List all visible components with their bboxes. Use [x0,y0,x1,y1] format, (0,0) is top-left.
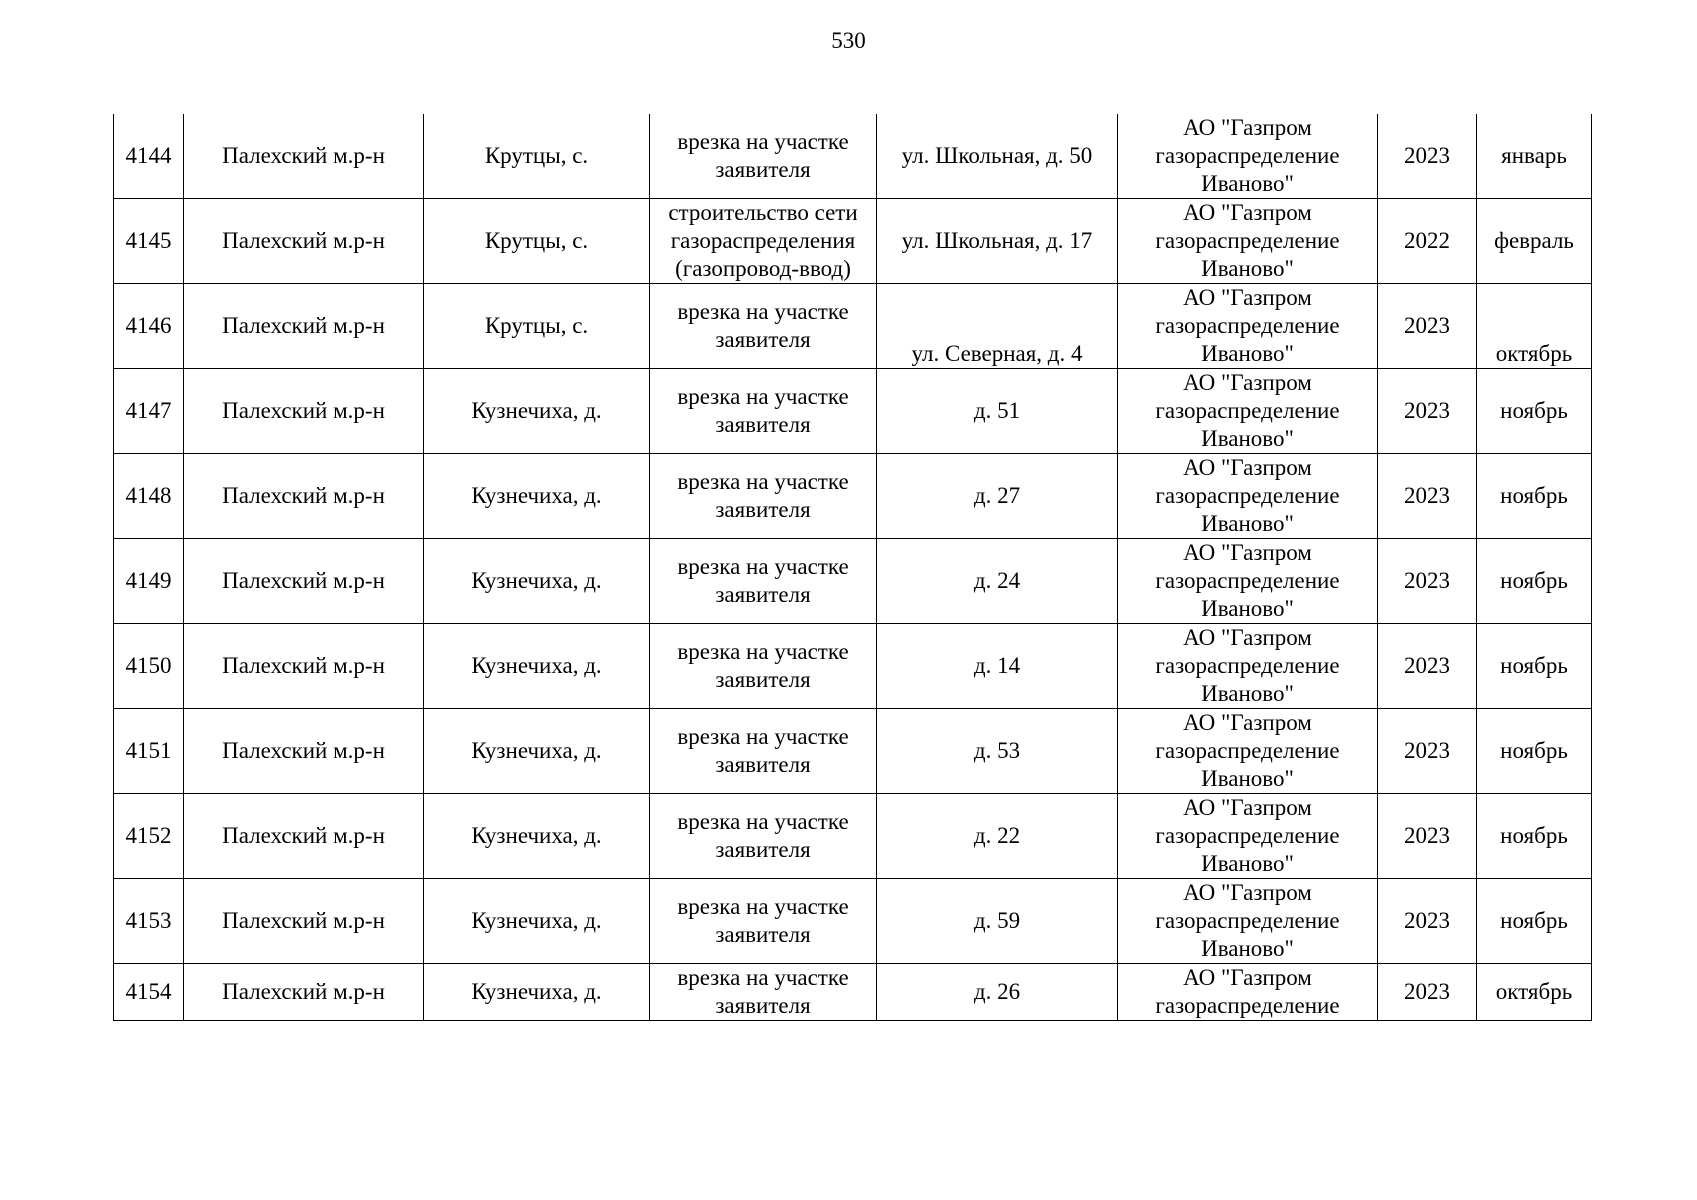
settlement-cell: Кузнечиха, д. [424,369,650,454]
work-type-cell: врезка на участке заявителя [650,794,877,879]
organization-cell: АО "Газпром газораспределение [1118,964,1378,1021]
row-number-cell: 4151 [114,709,184,794]
organization-cell: АО "Газпром газораспределение Иваново" [1118,539,1378,624]
district-cell: Палехский м.р-н [184,199,424,284]
year-cell: 2023 [1378,369,1477,454]
month-cell: ноябрь [1477,709,1592,794]
settlement-cell: Крутцы, с. [424,114,650,199]
settlement-cell: Кузнечиха, д. [424,794,650,879]
work-type-cell: врезка на участке заявителя [650,964,877,1021]
page-number: 530 [831,28,866,53]
row-number-cell: 4150 [114,624,184,709]
month-cell: ноябрь [1477,369,1592,454]
address-cell: д. 51 [877,369,1118,454]
work-type-cell: врезка на участке заявителя [650,369,877,454]
year-cell: 2023 [1378,284,1477,369]
table-row [114,199,1592,284]
settlement-cell: Кузнечиха, д. [424,879,650,964]
table-row [114,794,1592,879]
organization-cell: АО "Газпром газораспределение Иваново" [1118,114,1378,199]
organization-cell: АО "Газпром газораспределение Иваново" [1118,794,1378,879]
month-cell: октябрь [1477,284,1592,369]
organization-cell: АО "Газпром газораспределение Иваново" [1118,199,1378,284]
district-cell: Палехский м.р-н [184,114,424,199]
month-cell: октябрь [1477,964,1592,1021]
table-row [114,624,1592,709]
table-row [114,879,1592,964]
address-cell: ул. Северная, д. 4 [877,284,1118,369]
row-number-cell: 4149 [114,539,184,624]
address-cell: д. 24 [877,539,1118,624]
address-cell: д. 22 [877,794,1118,879]
district-cell: Палехский м.р-н [184,539,424,624]
organization-cell: АО "Газпром газораспределение Иваново" [1118,624,1378,709]
row-number-cell: 4148 [114,454,184,539]
year-cell: 2023 [1378,964,1477,1021]
year-cell: 2022 [1378,199,1477,284]
address-cell: ул. Школьная, д. 17 [877,199,1118,284]
table-row [114,114,1592,199]
table-row [114,284,1592,369]
work-type-cell: врезка на участке заявителя [650,114,877,199]
address-cell: д. 14 [877,624,1118,709]
table-row [114,964,1592,1021]
table-row [114,369,1592,454]
month-cell: ноябрь [1477,879,1592,964]
district-cell: Палехский м.р-н [184,284,424,369]
work-type-cell: врезка на участке заявителя [650,879,877,964]
gasification-table [113,114,1592,1021]
table-row [114,454,1592,539]
district-cell: Палехский м.р-н [184,709,424,794]
organization-cell: АО "Газпром газораспределение Иваново" [1118,454,1378,539]
district-cell: Палехский м.р-н [184,369,424,454]
year-cell: 2023 [1378,114,1477,199]
month-cell: январь [1477,114,1592,199]
address-cell: д. 27 [877,454,1118,539]
organization-cell: АО "Газпром газораспределение Иваново" [1118,879,1378,964]
address-cell: ул. Школьная, д. 50 [877,114,1118,199]
settlement-cell: Кузнечиха, д. [424,624,650,709]
district-cell: Палехский м.р-н [184,964,424,1021]
month-cell: ноябрь [1477,539,1592,624]
settlement-cell: Кузнечиха, д. [424,964,650,1021]
work-type-cell: врезка на участке заявителя [650,709,877,794]
row-number-cell: 4144 [114,114,184,199]
district-cell: Палехский м.р-н [184,624,424,709]
month-cell: февраль [1477,199,1592,284]
work-type-cell: врезка на участке заявителя [650,539,877,624]
settlement-cell: Крутцы, с. [424,284,650,369]
settlement-cell: Кузнечиха, д. [424,709,650,794]
settlement-cell: Кузнечиха, д. [424,454,650,539]
table-row [114,709,1592,794]
work-type-cell: строительство сети газораспределения (газопровод-ввод) [650,199,877,284]
row-number-cell: 4154 [114,964,184,1021]
work-type-cell: врезка на участке заявителя [650,284,877,369]
month-cell: ноябрь [1477,624,1592,709]
settlement-cell: Крутцы, с. [424,199,650,284]
year-cell: 2023 [1378,539,1477,624]
district-cell: Палехский м.р-н [184,454,424,539]
address-cell: д. 59 [877,879,1118,964]
organization-cell: АО "Газпром газораспределение Иваново" [1118,369,1378,454]
year-cell: 2023 [1378,624,1477,709]
work-type-cell: врезка на участке заявителя [650,624,877,709]
row-number-cell: 4153 [114,879,184,964]
year-cell: 2023 [1378,709,1477,794]
month-cell: ноябрь [1477,454,1592,539]
table-row [114,539,1592,624]
address-cell: д. 26 [877,964,1118,1021]
row-number-cell: 4145 [114,199,184,284]
district-cell: Палехский м.р-н [184,794,424,879]
row-number-cell: 4152 [114,794,184,879]
organization-cell: АО "Газпром газораспределение Иваново" [1118,709,1378,794]
year-cell: 2023 [1378,879,1477,964]
year-cell: 2023 [1378,794,1477,879]
work-type-cell: врезка на участке заявителя [650,454,877,539]
month-cell: ноябрь [1477,794,1592,879]
district-cell: Палехский м.р-н [184,879,424,964]
settlement-cell: Кузнечиха, д. [424,539,650,624]
organization-cell: АО "Газпром газораспределение Иваново" [1118,284,1378,369]
address-cell: д. 53 [877,709,1118,794]
row-number-cell: 4147 [114,369,184,454]
year-cell: 2023 [1378,454,1477,539]
row-number-cell: 4146 [114,284,184,369]
